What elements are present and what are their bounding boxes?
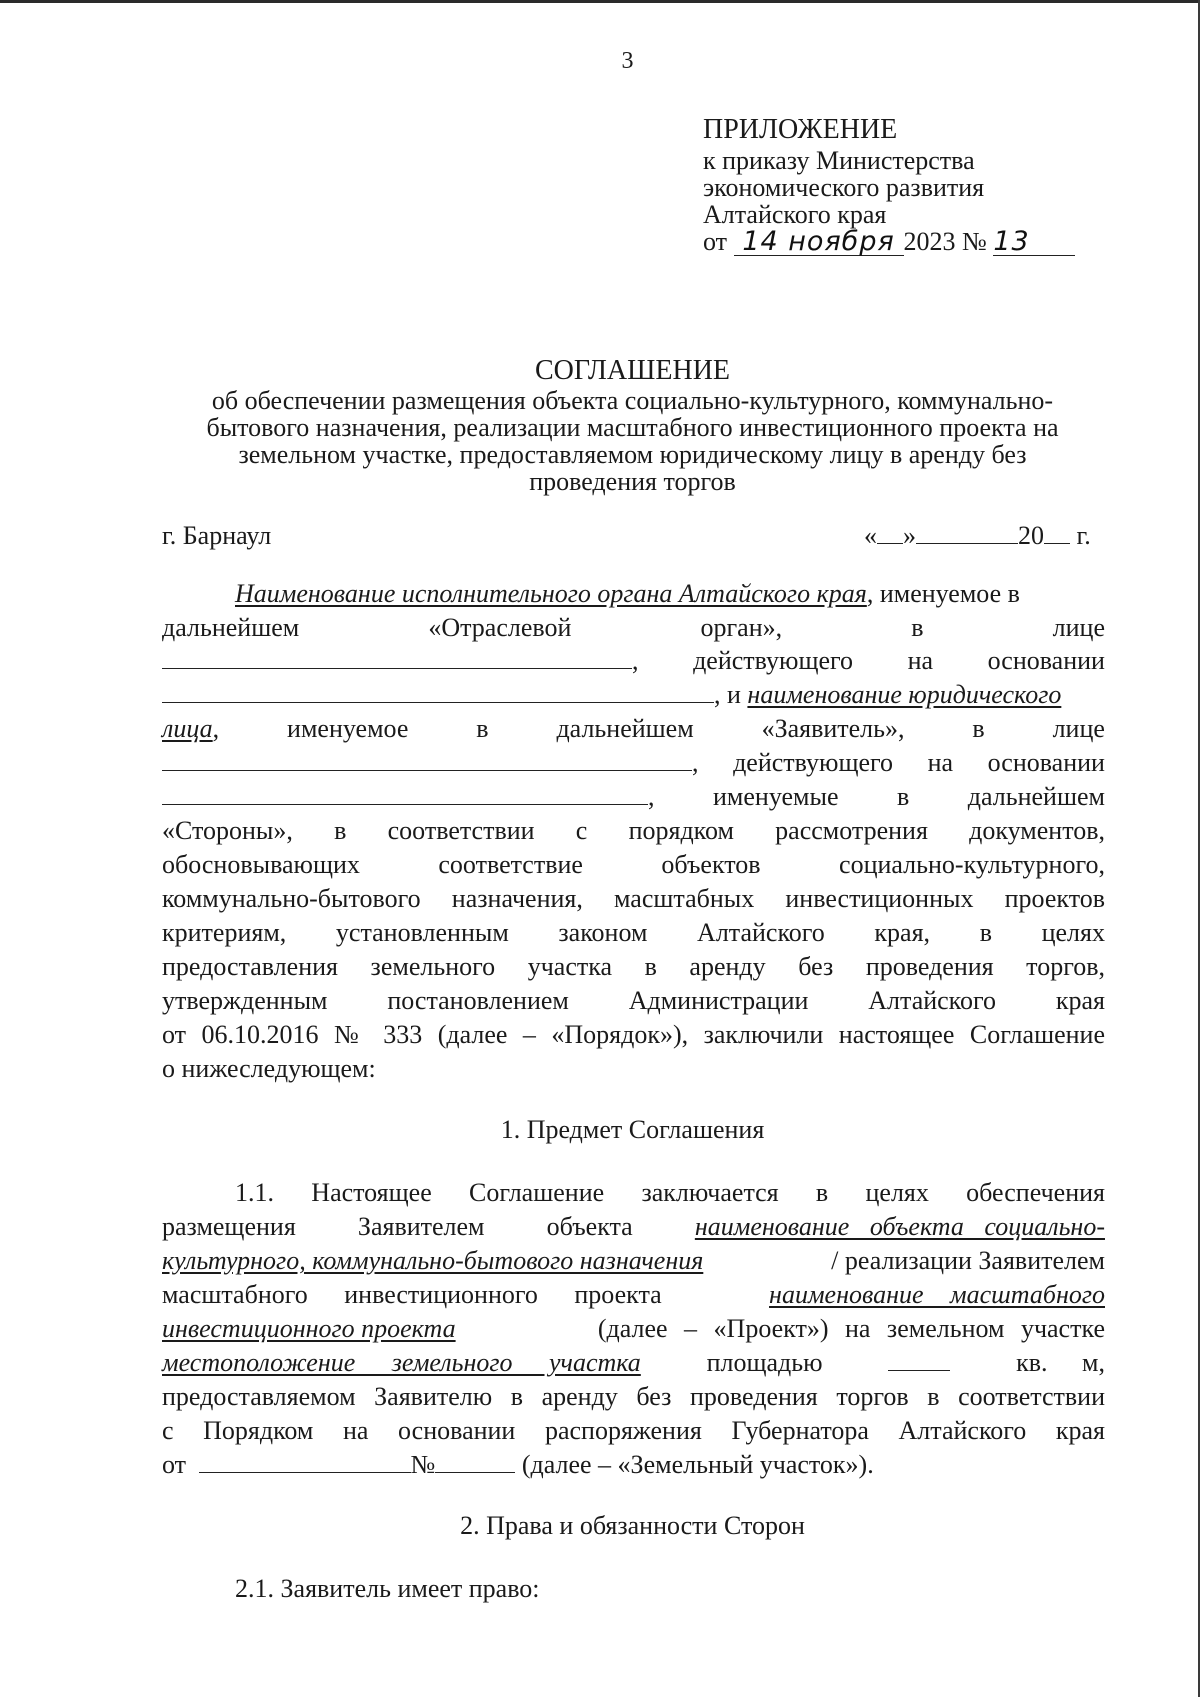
preamble-line-3: , действующего на основании bbox=[162, 646, 1105, 676]
agreement-subtitle-line-2: бытового назначения, реализации масштабного инвестиционного проекта на bbox=[206, 413, 1059, 442]
preamble-line-12: предоставления земельного участка в аренду без проведения торгов, bbox=[162, 952, 1105, 981]
date-year-blank bbox=[1044, 523, 1070, 544]
representative-blank-2 bbox=[162, 750, 692, 771]
project-name-placeholder-cont: инвестиционного проекта bbox=[162, 1314, 456, 1343]
preamble-line-11: критериям, установленным законом Алтайского края, в целях bbox=[162, 918, 1105, 947]
page-number: 3 bbox=[621, 48, 634, 74]
section-1-title: 1. Предмет Соглашения bbox=[500, 1115, 765, 1144]
preamble-line-4: , и наименование юридического bbox=[162, 680, 1105, 710]
preamble-line-6: , действующего на основании bbox=[162, 748, 1105, 778]
order-number-sign: № bbox=[962, 227, 987, 256]
preamble-line-1: Наименование исполнительного органа Алтайского края, именуемое в bbox=[235, 579, 1020, 608]
preamble-line-2: дальнейшем «Отраслевой орган», в лице bbox=[162, 613, 1105, 642]
appendix-line-2: экономического развития bbox=[703, 173, 985, 202]
clause-1-1-line-8: с Порядком на основании распоряжения Губернатора Алтайского края bbox=[162, 1416, 1105, 1445]
order-number-field bbox=[993, 228, 1075, 256]
date-open-quote: « bbox=[864, 521, 877, 550]
basis-blank-2 bbox=[162, 784, 648, 805]
appendix-line-1: к приказу Министерства bbox=[703, 146, 975, 175]
basis-blank-1 bbox=[162, 682, 714, 703]
agreement-subtitle-line-1: об обеспечении размещения объекта социально-культурного, коммунально- bbox=[211, 386, 1054, 415]
clause-1-1-line-5: инвестиционного проекта (далее – «Проект») на земельном участке bbox=[162, 1314, 1105, 1343]
clause-1-1-line-4: масштабного инвестиционного проекта наименование масштабного bbox=[162, 1280, 1105, 1309]
preamble-line-14: от 06.10.2016 № 333 (далее – «Порядок»), заключили настоящее Соглашение bbox=[162, 1020, 1105, 1049]
preamble-line-7: , именуемые в дальнейшем bbox=[162, 782, 1105, 812]
project-name-placeholder: наименование масштабного bbox=[769, 1280, 1105, 1309]
agreement-heading bbox=[160, 355, 1105, 495]
date-day-blank bbox=[877, 523, 903, 544]
land-location-placeholder: местоположение земельного участка bbox=[162, 1348, 641, 1377]
order-date-blank bbox=[199, 1452, 411, 1473]
date-close-quote: » bbox=[903, 521, 916, 550]
order-number-blank bbox=[435, 1452, 515, 1473]
agreement-subtitle-line-4: проведения торгов bbox=[529, 467, 736, 496]
appendix-title: ПРИЛОЖЕНИЕ bbox=[703, 114, 898, 145]
preamble-line-15: о нижеследующем: bbox=[162, 1054, 376, 1083]
representative-blank-1 bbox=[162, 648, 632, 669]
date-template bbox=[864, 521, 1091, 551]
date-century: 20 bbox=[1018, 521, 1044, 550]
preamble-line-8: «Стороны», в соответствии с порядком рассмотрения документов, bbox=[162, 816, 1105, 845]
preamble-line-9: обосновывающих соответствие объектов социально-культурного, bbox=[162, 850, 1105, 879]
preamble-line-10: коммунально-бытового назначения, масштабных инвестиционных проектов bbox=[162, 884, 1105, 913]
preamble-line-5: лица, именуемое в дальнейшем «Заявитель», в лице bbox=[162, 714, 1105, 743]
date-month-blank bbox=[916, 523, 1018, 544]
area-blank bbox=[888, 1350, 950, 1371]
executive-body-name-placeholder: Наименование исполнительного органа Алтайского края bbox=[235, 579, 867, 608]
clause-2-1: 2.1. Заявитель имеет право: bbox=[235, 1574, 540, 1603]
agreement-subtitle-line-3: земельном участке, предоставляемом юридическому лицу в аренду без bbox=[238, 440, 1027, 469]
order-year: 2023 bbox=[903, 227, 956, 256]
order-date-handwritten: 14 ноября bbox=[742, 226, 895, 257]
order-date-field bbox=[734, 228, 904, 256]
preamble-line-13: утвержденным постановлением Администрации Алтайского края bbox=[162, 986, 1105, 1015]
clause-1-1-line-2: размещения Заявителем объекта наименование объекта социально- bbox=[162, 1212, 1105, 1241]
clause-1-1-line-7: предоставляемом Заявителю в аренду без проведения торгов в соответствии bbox=[162, 1382, 1105, 1411]
legal-entity-name-placeholder: наименование юридического bbox=[747, 680, 1062, 709]
section-2-title: 2. Права и обязанности Сторон bbox=[460, 1511, 805, 1540]
appendix-order-date-line bbox=[703, 228, 1075, 256]
clause-1-1-line-1: 1.1. Настоящее Соглашение заключается в целях обеспечения bbox=[235, 1178, 1105, 1207]
clause-1-1-line-6: местоположение земельного участка площадью кв. м, bbox=[162, 1348, 1105, 1377]
legal-entity-name-placeholder-cont: лица bbox=[162, 714, 213, 743]
order-number-handwritten: 13 bbox=[993, 226, 1030, 257]
appendix-from-label: от bbox=[703, 227, 728, 256]
appendix-line-3: Алтайского края bbox=[703, 200, 887, 229]
object-name-placeholder-cont: культурного, коммунально-бытового назначения bbox=[162, 1246, 704, 1275]
agreement-title: СОГЛАШЕНИЕ bbox=[534, 355, 731, 386]
clause-1-1-line-9: от № (далее – «Земельный участок»). bbox=[162, 1450, 874, 1479]
appendix-block bbox=[703, 113, 1075, 256]
place: г. Барнаул bbox=[162, 521, 272, 550]
date-year-suffix: г. bbox=[1076, 521, 1091, 550]
clause-1-1-line-3: культурного, коммунально-бытового назначения / реализации Заявителем bbox=[162, 1246, 1105, 1275]
object-name-placeholder: наименование объекта социально- bbox=[694, 1212, 1105, 1241]
